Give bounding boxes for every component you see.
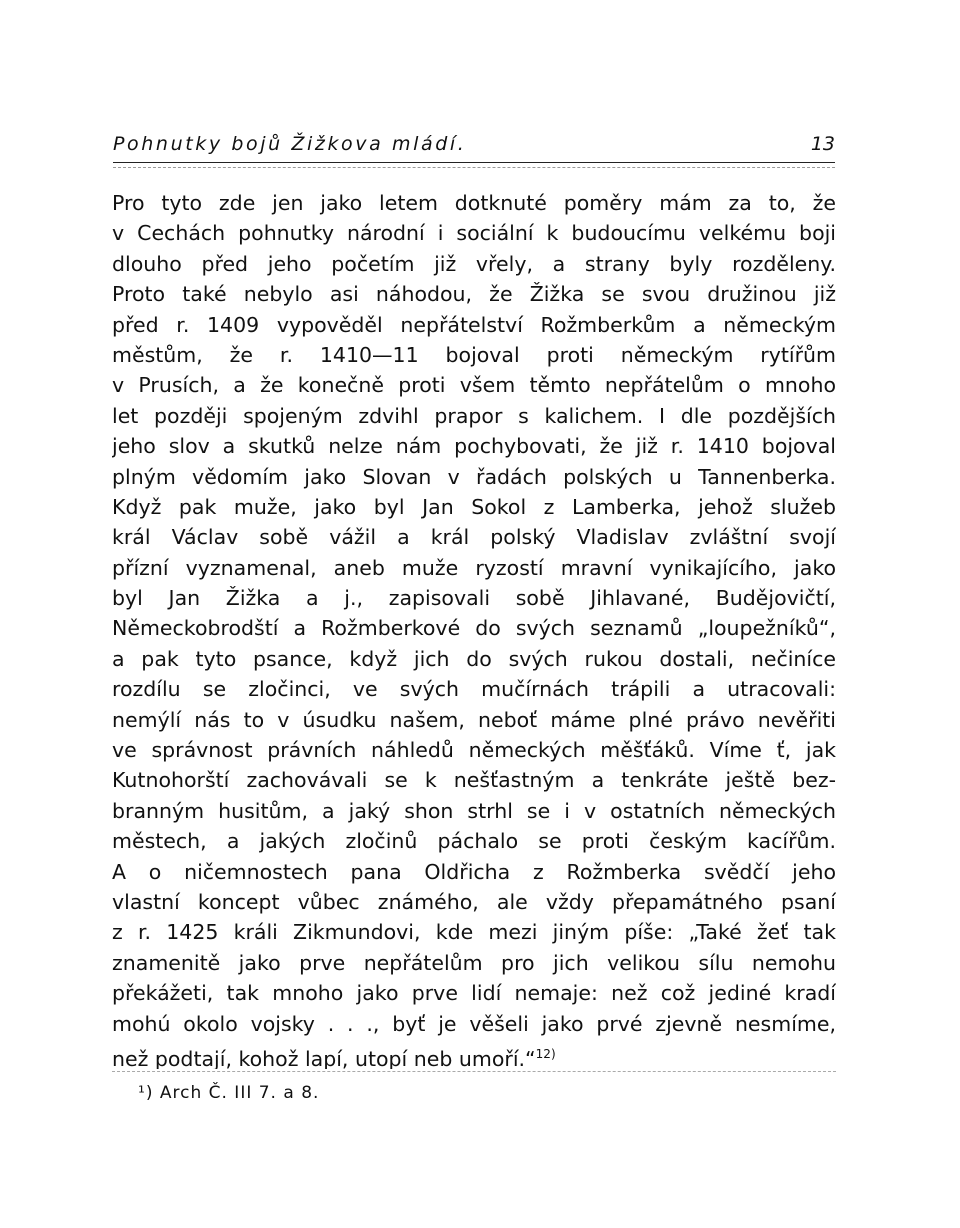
text-line-last bbox=[112, 1039, 836, 1069]
text-line: z r. 1425 králi Zikmundovi, kde mezi jiným píše: „Také žeť tak bbox=[112, 920, 836, 945]
text-line: v Prusích, a že konečně proti všem těmto nepřátelům o mnoho bbox=[112, 373, 836, 398]
text-line: mohú okolo vojsky . . ., byť je věšeli jako prvé zjevně nesmíme, bbox=[112, 1011, 836, 1036]
text-line: překážeti, tak mnoho jako prve lidí nemaje: než což jediné kradí bbox=[112, 981, 836, 1006]
text-line: rozdílu se zločinci, ve svých mučírnách trápili a utracovali: bbox=[112, 677, 836, 702]
page-header bbox=[113, 133, 835, 159]
text-line: plným vědomím jako Slovan v řadách polských u Tannenberka. bbox=[112, 464, 836, 489]
page-number: 13 bbox=[810, 133, 835, 155]
text-line: let později spojeným zdvihl prapor s kalichem. I dle pozdějších bbox=[112, 403, 836, 428]
text-line: byl Jan Žižka a j., zapisovali sobě Jihlavané, Budějovičtí, bbox=[112, 586, 836, 611]
text-line: Německobrodští a Rožmberkové do svých seznamů „loupežníků“, bbox=[112, 616, 836, 641]
body-text bbox=[112, 188, 836, 1069]
text-line: dlouho před jeho početím již vřely, a strany byly rozděleny. bbox=[112, 251, 836, 276]
text-line: Kutnohorští zachovávali se k nešťastným a tenkráte ještě bez- bbox=[112, 768, 836, 793]
text-line: přízní vyznamenal, aneb muže ryzostí mravní vynikajícího, jako bbox=[112, 555, 836, 580]
text-line: ve správnost právních náhledů německých měšťáků. Víme ť, jak bbox=[112, 738, 836, 763]
text-line: Proto také nebylo asi náhodou, že Žižka se svou družinou již bbox=[112, 282, 836, 307]
text-line-last-content: než podtají, kohož lapí, utopí neb umoří.“ bbox=[112, 1046, 536, 1070]
text-line: nemýlí nás to v úsudku našem, neboť máme plné právo nevěřiti bbox=[112, 707, 836, 732]
text-line: branným husitům, a jaký shon strhl se i v ostatních německých bbox=[112, 798, 836, 823]
text-line: Když pak muže, jako byl Jan Sokol z Lamberka, jehož služeb bbox=[112, 494, 836, 519]
footnote: ¹) Arch Č. III 7. a 8. bbox=[138, 1083, 320, 1103]
text-line: Pro tyto zde jen jako letem dotknuté poměry mám za to, že bbox=[112, 191, 836, 215]
header-rule bbox=[113, 162, 835, 163]
footnote-rule bbox=[112, 1071, 836, 1072]
text-line: městech, a jakých zločinů páchalo se proti českým kacířům. bbox=[112, 829, 836, 854]
text-line: král Václav sobě vážil a král polský Vladislav zvláštní svojí bbox=[112, 525, 836, 550]
running-title: Pohnutky bojů Žižkova mládí. bbox=[113, 133, 467, 155]
text-line: A o ničemnostech pana Oldřicha z Rožmberka svědčí jeho bbox=[112, 859, 836, 884]
header-rule-secondary bbox=[113, 167, 835, 168]
text-line: před r. 1409 vypověděl nepřátelství Rožmberkům a německým bbox=[112, 312, 836, 337]
text-line: znamenitě jako prve nepřátelům pro jich velikou sílu nemohu bbox=[112, 950, 836, 975]
text-line: městům, že r. 1410—11 bojoval proti německým rytířům bbox=[112, 342, 836, 367]
text-line: v Cechách pohnutky národní i sociální k budoucímu velkému boji bbox=[112, 221, 836, 246]
footnote-reference: 12) bbox=[535, 1046, 556, 1061]
text-line: vlastní koncept vůbec známého, ale vždy přepamátného psaní bbox=[112, 889, 836, 914]
text-line: a pak tyto psance, když jich do svých rukou dostali, nečiníce bbox=[112, 646, 836, 671]
text-line: jeho slov a skutků nelze nám pochybovati, že již r. 1410 bojoval bbox=[112, 434, 836, 459]
